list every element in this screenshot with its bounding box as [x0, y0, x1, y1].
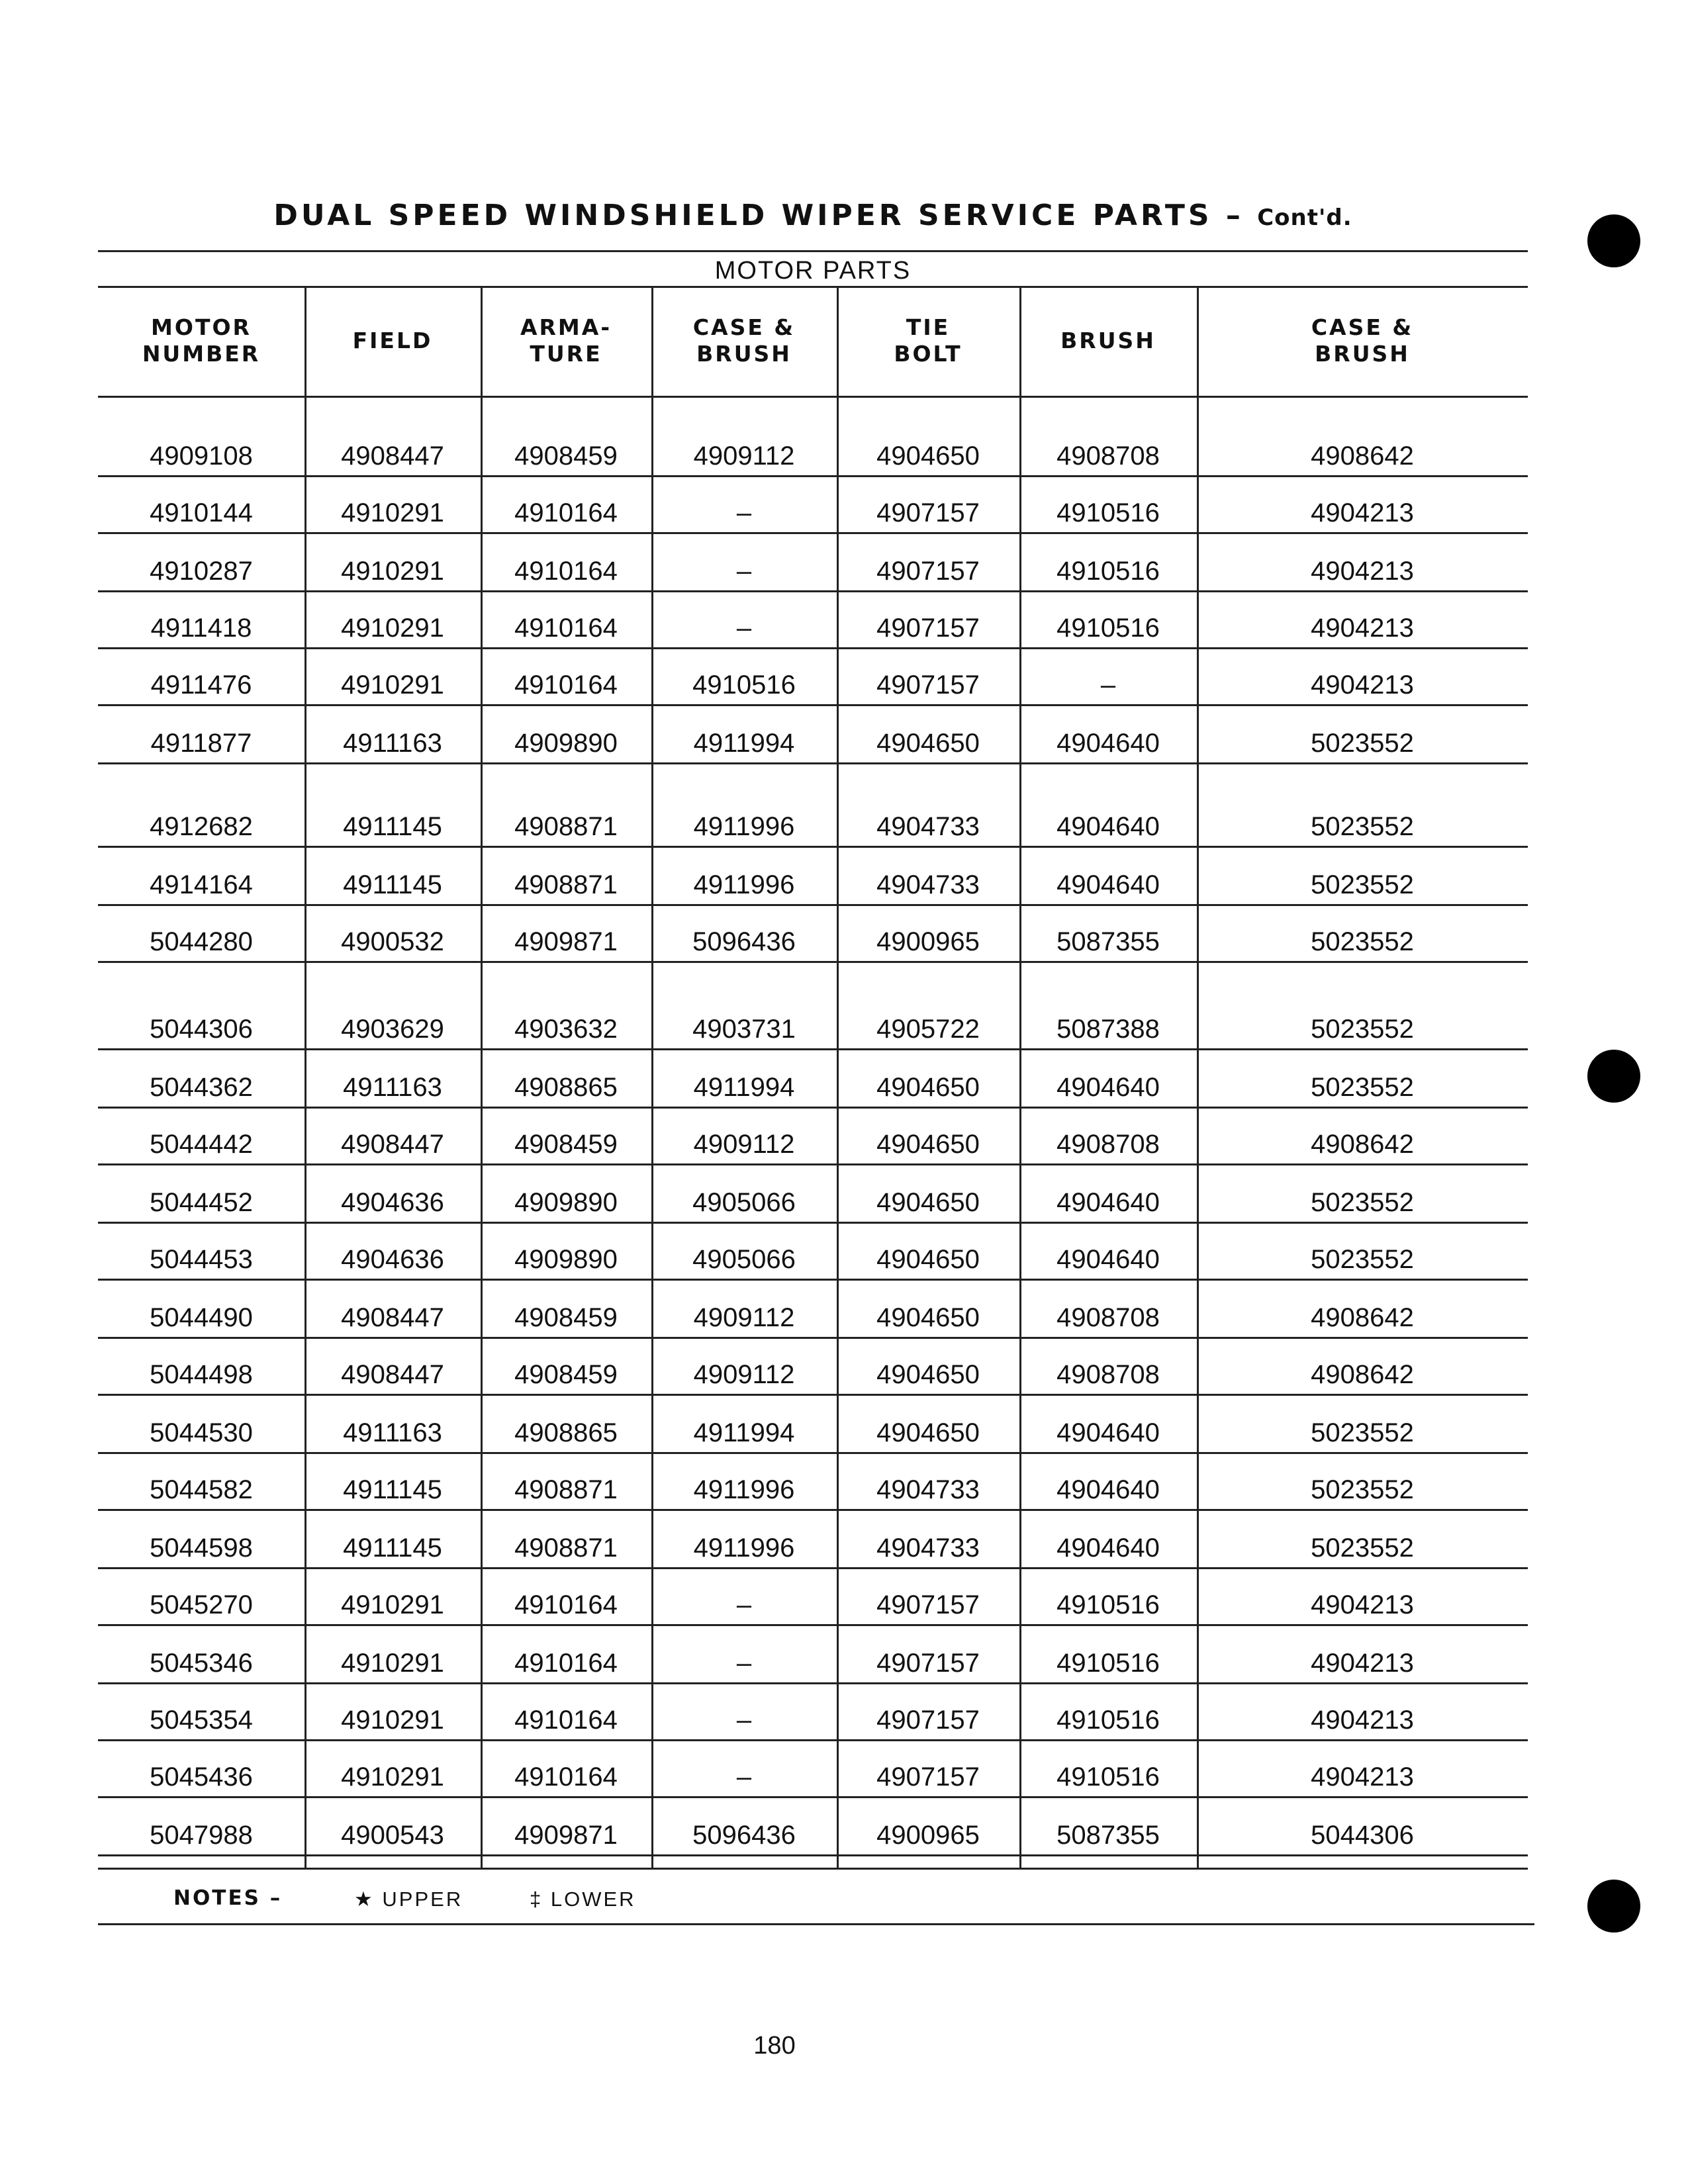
cell-case-brush: – — [736, 1706, 752, 1735]
cell-armature: 4908459 — [514, 1303, 618, 1332]
cell-case-brush-2: 4904213 — [1311, 1762, 1414, 1792]
cell-case-brush: 4909112 — [693, 1130, 795, 1159]
cell-motor-number: 5044490 — [150, 1303, 253, 1332]
cell-tie-bolt: 4904650 — [876, 1418, 980, 1447]
column-divider — [481, 286, 483, 1868]
cell-brush: 4904640 — [1056, 1188, 1160, 1217]
cell-case-brush: 4911996 — [693, 1475, 795, 1504]
cell-brush: 4904640 — [1056, 870, 1160, 899]
cell-case-brush-2: 5023552 — [1311, 1475, 1414, 1504]
cell-field: 4900543 — [341, 1821, 444, 1850]
cell-armature: 4910164 — [514, 1590, 618, 1619]
cell-armature: 4908871 — [514, 1533, 618, 1563]
cell-case-brush: – — [736, 1762, 752, 1792]
table-row — [98, 852, 1528, 906]
table-row — [98, 794, 1528, 848]
table-row — [98, 1457, 1528, 1511]
cell-motor-number: 5044306 — [150, 1015, 253, 1044]
cell-tie-bolt: 4904650 — [876, 1130, 980, 1159]
cell-tie-bolt: 4904733 — [876, 812, 980, 841]
header-rule — [98, 396, 1528, 398]
cell-motor-number: 5044452 — [150, 1188, 253, 1217]
table-row — [98, 539, 1528, 592]
table-row — [98, 909, 1528, 963]
table-row — [98, 1516, 1528, 1569]
cell-case-brush-2: 4904213 — [1311, 614, 1414, 643]
cell-motor-number: 4910144 — [150, 498, 253, 527]
cell-motor-number: 5047988 — [150, 1821, 253, 1850]
table-row — [98, 711, 1528, 764]
cell-brush: 4904640 — [1056, 729, 1160, 758]
cell-armature: 4908871 — [514, 870, 618, 899]
table-row — [98, 1055, 1528, 1109]
cell-case-brush: – — [736, 1649, 752, 1678]
cell-tie-bolt: 4904650 — [876, 1073, 980, 1102]
cell-field: 4911163 — [343, 729, 442, 758]
cell-case-brush-2: 5023552 — [1311, 1533, 1414, 1563]
cell-case-brush: 4911996 — [693, 1533, 795, 1563]
cell-case-brush: 4911994 — [693, 1073, 795, 1102]
cell-tie-bolt: 4904733 — [876, 1533, 980, 1563]
binder-hole-middle — [1587, 1050, 1640, 1103]
table-row — [98, 653, 1528, 706]
cell-tie-bolt: 4907157 — [876, 1706, 980, 1735]
cell-field: 4900532 — [341, 927, 444, 956]
cell-armature: 4910164 — [514, 557, 618, 586]
table-row — [98, 997, 1528, 1050]
column-header-armature: ARMA- TURE — [520, 314, 612, 367]
cell-field: 4910291 — [341, 1649, 444, 1678]
cell-motor-number: 5044582 — [150, 1475, 253, 1504]
page-title-main: DUAL SPEED WINDSHIELD WIPER SERVICE PARTS – — [273, 199, 1244, 232]
cell-field: 4910291 — [341, 557, 444, 586]
cell-field: 4911145 — [343, 1475, 442, 1504]
cell-tie-bolt: 4907157 — [876, 1762, 980, 1792]
cell-armature: 4909890 — [514, 729, 618, 758]
cell-case-brush-2: 4908642 — [1311, 441, 1414, 471]
cell-motor-number: 5044498 — [150, 1360, 253, 1389]
cell-motor-number: 4911476 — [150, 670, 252, 700]
cell-brush: 4904640 — [1056, 1475, 1160, 1504]
title-rule — [98, 250, 1528, 252]
cell-case-brush: – — [736, 498, 752, 527]
cell-tie-bolt: 4907157 — [876, 670, 980, 700]
cell-motor-number: 5044442 — [150, 1130, 253, 1159]
cell-armature: 4910164 — [514, 670, 618, 700]
cell-case-brush-2: 5023552 — [1311, 1418, 1414, 1447]
table-row — [98, 596, 1528, 649]
table-row — [98, 1400, 1528, 1454]
cell-motor-number: 4909108 — [150, 441, 253, 471]
cell-armature: 4908459 — [514, 1360, 618, 1389]
cell-tie-bolt: 4904650 — [876, 1360, 980, 1389]
cell-armature: 4909871 — [514, 1821, 618, 1850]
cell-field: 4911163 — [343, 1418, 442, 1447]
cell-field: 4911145 — [343, 870, 442, 899]
note-upper: ★ UPPER — [354, 1888, 463, 1911]
table-row — [98, 1803, 1528, 1856]
column-header-case-brush: CASE & BRUSH — [692, 314, 796, 367]
cell-case-brush: – — [736, 614, 752, 643]
cell-case-brush: 4911994 — [693, 1418, 795, 1447]
cell-case-brush: 4909112 — [693, 441, 795, 471]
cell-motor-number: 5044598 — [150, 1533, 253, 1563]
cell-motor-number: 5044453 — [150, 1245, 253, 1274]
cell-case-brush: 4909112 — [693, 1303, 795, 1332]
cell-brush: 4908708 — [1056, 1303, 1160, 1332]
column-divider — [651, 286, 653, 1868]
cell-brush: – — [1100, 670, 1116, 700]
cell-case-brush: – — [736, 557, 752, 586]
cell-brush: 4910516 — [1056, 1706, 1160, 1735]
table-row — [98, 1112, 1528, 1165]
cell-brush: 5087388 — [1056, 1015, 1160, 1044]
cell-brush: 4910516 — [1056, 1649, 1160, 1678]
cell-tie-bolt: 4907157 — [876, 1649, 980, 1678]
cell-tie-bolt: 4904650 — [876, 729, 980, 758]
cell-case-brush-2: 4908642 — [1311, 1360, 1414, 1389]
cell-tie-bolt: 4904650 — [876, 1188, 980, 1217]
cell-case-brush-2: 5023552 — [1311, 1015, 1414, 1044]
column-header-brush: BRUSH — [1060, 328, 1156, 353]
cell-case-brush-2: 4904213 — [1311, 670, 1414, 700]
cell-tie-bolt: 4907157 — [876, 498, 980, 527]
cell-brush: 4910516 — [1056, 1762, 1160, 1792]
group-header: MOTOR PARTS — [714, 257, 912, 285]
cell-field: 4910291 — [341, 614, 444, 643]
table-row — [98, 1285, 1528, 1339]
table-row — [98, 1170, 1528, 1224]
cell-armature: 4903632 — [514, 1015, 618, 1044]
column-header-case-brush-2: CASE & BRUSH — [1311, 314, 1414, 367]
cell-tie-bolt: 4907157 — [876, 614, 980, 643]
cell-motor-number: 4912682 — [150, 812, 253, 841]
cell-field: 4908447 — [341, 441, 444, 471]
cell-case-brush-2: 5023552 — [1311, 729, 1414, 758]
cell-field: 4910291 — [341, 670, 444, 700]
cell-armature: 4908459 — [514, 1130, 618, 1159]
notes-label: NOTES – — [173, 1886, 283, 1910]
cell-brush: 5087355 — [1056, 927, 1160, 956]
cell-brush: 4904640 — [1056, 1418, 1160, 1447]
cell-case-brush-2: 4904213 — [1311, 1706, 1414, 1735]
cell-armature: 4910164 — [514, 1762, 618, 1792]
table-row — [98, 424, 1528, 477]
cell-field: 4910291 — [341, 1762, 444, 1792]
cell-motor-number: 5044530 — [150, 1418, 253, 1447]
cell-armature: 4909871 — [514, 927, 618, 956]
cell-brush: 4904640 — [1056, 1533, 1160, 1563]
cell-case-brush: 4909112 — [693, 1360, 795, 1389]
cell-case-brush: 5096436 — [692, 927, 796, 956]
cell-armature: 4908865 — [514, 1073, 618, 1102]
cell-case-brush-2: 5023552 — [1311, 1245, 1414, 1274]
cell-motor-number: 4910287 — [150, 557, 253, 586]
cell-armature: 4909890 — [514, 1245, 618, 1274]
cell-field: 4903629 — [341, 1015, 444, 1044]
cell-brush: 5087355 — [1056, 1821, 1160, 1850]
cell-case-brush: 4911996 — [693, 812, 795, 841]
cell-armature: 4908871 — [514, 1475, 618, 1504]
cell-brush: 4904640 — [1056, 1073, 1160, 1102]
cell-field: 4911145 — [343, 812, 442, 841]
column-header-motor-number: MOTOR NUMBER — [142, 314, 261, 367]
cell-case-brush: 4911996 — [693, 870, 795, 899]
cell-tie-bolt: 4900965 — [876, 1821, 980, 1850]
cell-field: 4910291 — [341, 1706, 444, 1735]
cell-motor-number: 5044362 — [150, 1073, 253, 1102]
cell-tie-bolt: 4904650 — [876, 441, 980, 471]
cell-tie-bolt: 4904650 — [876, 1303, 980, 1332]
cell-motor-number: 5045436 — [150, 1762, 253, 1792]
cell-case-brush: 4905066 — [692, 1188, 796, 1217]
cell-armature: 4908871 — [514, 812, 618, 841]
cell-brush: 4908708 — [1056, 441, 1160, 471]
cell-case-brush: 4905066 — [692, 1245, 796, 1274]
cell-tie-bolt: 4904733 — [876, 1475, 980, 1504]
cell-case-brush: 4911994 — [693, 729, 795, 758]
cell-case-brush: – — [736, 1590, 752, 1619]
cell-case-brush-2: 5023552 — [1311, 1188, 1414, 1217]
notes-rule — [98, 1923, 1534, 1925]
table-row — [98, 1572, 1528, 1626]
binder-hole-top — [1587, 214, 1640, 267]
column-divider — [1019, 286, 1021, 1868]
cell-armature: 4910164 — [514, 1706, 618, 1735]
cell-field: 4908447 — [341, 1303, 444, 1332]
cell-case-brush: 4903731 — [692, 1015, 796, 1044]
page-title-continued: Cont'd. — [1257, 205, 1352, 231]
cell-case-brush-2: 5023552 — [1311, 870, 1414, 899]
cell-motor-number: 4914164 — [150, 870, 253, 899]
table-row — [98, 480, 1528, 534]
cell-tie-bolt: 4904650 — [876, 1245, 980, 1274]
column-header-tie-bolt: TIE BOLT — [894, 314, 962, 367]
cell-brush: 4910516 — [1056, 614, 1160, 643]
cell-armature: 4908459 — [514, 441, 618, 471]
column-divider — [305, 286, 306, 1868]
cell-case-brush-2: 4908642 — [1311, 1130, 1414, 1159]
cell-tie-bolt: 4904733 — [876, 870, 980, 899]
cell-case-brush: 4910516 — [692, 670, 796, 700]
cell-case-brush-2: 5023552 — [1311, 1073, 1414, 1102]
table-row — [98, 1227, 1528, 1281]
cell-armature: 4910164 — [514, 1649, 618, 1678]
cell-field: 4904636 — [341, 1188, 444, 1217]
cell-field: 4911163 — [343, 1073, 442, 1102]
page-title — [98, 199, 1528, 232]
cell-field: 4908447 — [341, 1130, 444, 1159]
cell-case-brush: 5096436 — [692, 1821, 796, 1850]
cell-armature: 4909890 — [514, 1188, 618, 1217]
cell-motor-number: 5045270 — [150, 1590, 253, 1619]
cell-field: 4908447 — [341, 1360, 444, 1389]
table-row — [98, 1342, 1528, 1396]
cell-armature: 4910164 — [514, 614, 618, 643]
cell-case-brush-2: 5044306 — [1311, 1821, 1414, 1850]
cell-case-brush-2: 4904213 — [1311, 557, 1414, 586]
cell-armature: 4908865 — [514, 1418, 618, 1447]
cell-motor-number: 5045346 — [150, 1649, 253, 1678]
note-lower: ‡ LOWER — [530, 1888, 636, 1911]
cell-brush: 4910516 — [1056, 498, 1160, 527]
column-header-field: FIELD — [352, 328, 433, 353]
cell-motor-number: 5045354 — [150, 1706, 253, 1735]
cell-brush: 4908708 — [1056, 1360, 1160, 1389]
page-number: 180 — [753, 2032, 796, 2060]
cell-tie-bolt: 4905722 — [876, 1015, 980, 1044]
cell-field: 4910291 — [341, 498, 444, 527]
cell-motor-number: 4911418 — [150, 614, 252, 643]
cell-case-brush-2: 4908642 — [1311, 1303, 1414, 1332]
cell-field: 4911145 — [343, 1533, 442, 1563]
table-end-rule — [98, 1868, 1528, 1870]
cell-motor-number: 5044280 — [150, 927, 253, 956]
cell-brush: 4908708 — [1056, 1130, 1160, 1159]
cell-field: 4910291 — [341, 1590, 444, 1619]
table-row — [98, 1631, 1528, 1684]
cell-tie-bolt: 4900965 — [876, 927, 980, 956]
cell-motor-number: 4911877 — [150, 729, 252, 758]
column-divider — [1197, 286, 1199, 1868]
cell-case-brush-2: 4904213 — [1311, 1649, 1414, 1678]
cell-case-brush-2: 4904213 — [1311, 1590, 1414, 1619]
cell-field: 4904636 — [341, 1245, 444, 1274]
cell-brush: 4910516 — [1056, 557, 1160, 586]
cell-brush: 4904640 — [1056, 1245, 1160, 1274]
cell-armature: 4910164 — [514, 498, 618, 527]
table-row — [98, 1688, 1528, 1741]
table-row — [98, 1745, 1528, 1798]
cell-case-brush-2: 5023552 — [1311, 812, 1414, 841]
cell-case-brush-2: 4904213 — [1311, 498, 1414, 527]
cell-case-brush-2: 5023552 — [1311, 927, 1414, 956]
cell-brush: 4904640 — [1056, 812, 1160, 841]
cell-tie-bolt: 4907157 — [876, 1590, 980, 1619]
column-divider — [837, 286, 839, 1868]
cell-tie-bolt: 4907157 — [876, 557, 980, 586]
binder-hole-bottom — [1587, 1880, 1640, 1933]
cell-brush: 4910516 — [1056, 1590, 1160, 1619]
